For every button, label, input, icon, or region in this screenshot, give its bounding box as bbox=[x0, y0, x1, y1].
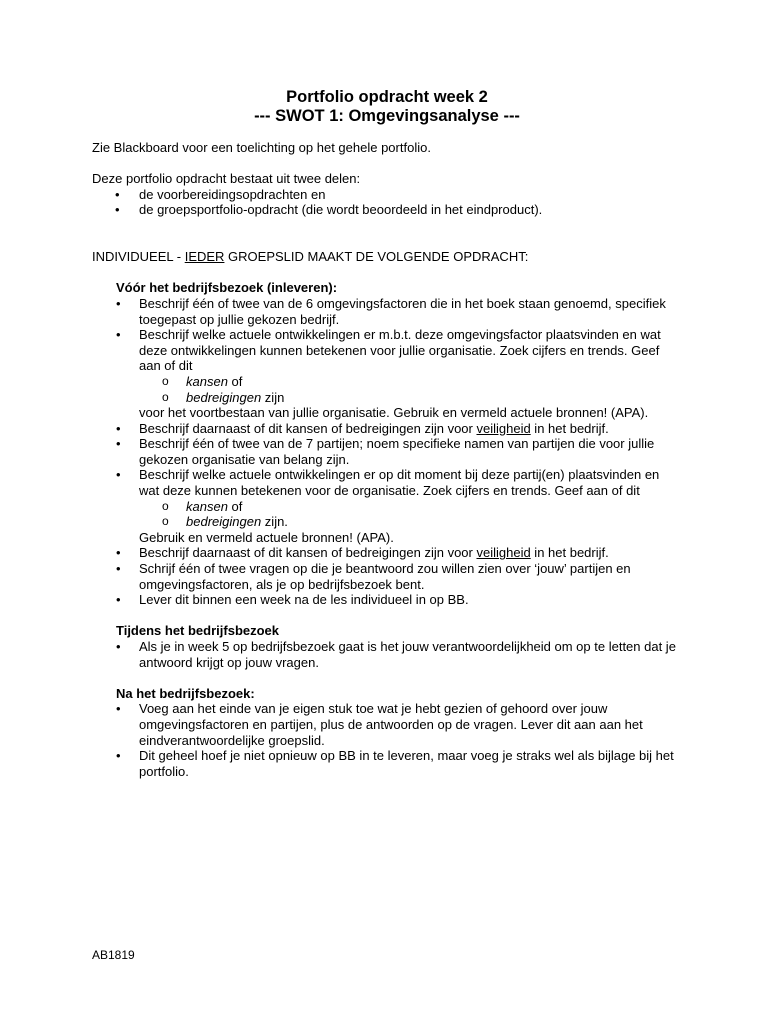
sub-item: o kansen of bbox=[139, 499, 682, 515]
sub-list bbox=[139, 374, 682, 405]
list-item: • Beschrijf welke actuele ontwikkelingen er op dit moment bij deze partij(en) plaatsvinden en wat deze kunnen betekenen voor de organisatie. Zoek cijfers en trends. Geef aan of dit o kansen of o bedreigingen zijn. Gebruik en vermeld actuele bronnen! (APA). bbox=[116, 467, 682, 545]
list-item: • Schrijf één of twee vragen op die je beantwoord zou willen zien over ‘jouw’ partijen en omgevingsfactoren, als je op bedrijfsbezoek bent. bbox=[116, 561, 682, 592]
list-item: • Beschrijf daarnaast of dit kansen of bedreigingen zijn voor veiligheid in het bedrijf. bbox=[116, 421, 682, 437]
intro-text: Zie Blackboard voor een toelichting op het gehele portfolio. bbox=[92, 140, 431, 155]
individual-heading: INDIVIDUEEL - IEDER GROEPSLID MAAKT DE VOLGENDE OPDRACHT: bbox=[92, 249, 529, 265]
parts-list bbox=[92, 187, 682, 218]
during-list bbox=[116, 639, 682, 670]
list-item: • Lever dit binnen een week na de les individueel in op BB. bbox=[116, 592, 682, 608]
section-heading: Vóór het bedrijfsbezoek (inleveren): bbox=[116, 280, 338, 296]
section-heading: Na het bedrijfsbezoek: bbox=[116, 685, 255, 701]
section-heading: Tijdens het bedrijfsbezoek bbox=[116, 623, 280, 639]
page-subtitle: --- SWOT 1: Omgevingsanalyse --- bbox=[254, 107, 520, 125]
underlined-word: IEDER bbox=[184, 249, 225, 265]
list-item: • Beschrijf welke actuele ontwikkelingen er m.b.t. deze omgevingsfactor plaatsvinden en wat deze ontwikkelingen kunnen betekenen voor jullie organisatie. Zoek cijfers en trends. Geef aan of dit o kansen of o bedreigingen zijn voor het voortbestaan van jullie organisatie. Gebruik en vermeld actuele bronnen! (APA). bbox=[116, 327, 682, 421]
sub-item: o bedreigingen zijn bbox=[139, 390, 682, 406]
list-item: • Dit geheel hoef je niet opnieuw op BB in te leveren, maar voeg je straks wel als bijlage bij het portfolio. bbox=[116, 748, 682, 779]
before-list bbox=[116, 296, 682, 608]
list-item: • Voeg aan het einde van je eigen stuk toe wat je hebt gezien of gehoord over jouw omgevingsfactoren en partijen, plus de antwoorden op de vragen. Lever dit aan aan het eindverantwoordelijke groepslid. bbox=[116, 701, 682, 748]
list-item: • Beschrijf daarnaast of dit kansen of bedreigingen zijn voor veiligheid in het bedrijf. bbox=[116, 545, 682, 561]
page-title: Portfolio opdracht week 2 bbox=[286, 88, 488, 106]
document-page bbox=[92, 88, 682, 779]
footer-code: AB1819 bbox=[92, 948, 135, 962]
title-block bbox=[92, 88, 682, 126]
list-item: • de groepsportfolio-opdracht (die wordt beoordeeld in het eindproduct). bbox=[92, 202, 682, 218]
list-item: • Als je in week 5 op bedrijfsbezoek gaat is het jouw verantwoordelijkheid om op te letten dat je antwoord krijgt op jouw vragen. bbox=[116, 639, 682, 670]
after-list bbox=[116, 701, 682, 779]
list-item: • Beschrijf één of twee van de 7 partijen; noem specifieke namen van partijen die voor jullie gekozen organisatie van belang zijn. bbox=[116, 436, 682, 467]
parts-intro: Deze portfolio opdracht bestaat uit twee delen: bbox=[92, 171, 361, 187]
sub-item: o bedreigingen zijn. bbox=[139, 514, 682, 530]
list-item: • Beschrijf één of twee van de 6 omgevingsfactoren die in het boek staan genoemd, specifiek toegepast op jullie gekozen bedrijf. bbox=[116, 296, 682, 327]
section-before-visit bbox=[116, 280, 682, 779]
sub-list bbox=[139, 499, 682, 530]
sub-item: o kansen of bbox=[139, 374, 682, 390]
list-item: • de voorbereidingsopdrachten en bbox=[92, 187, 682, 203]
